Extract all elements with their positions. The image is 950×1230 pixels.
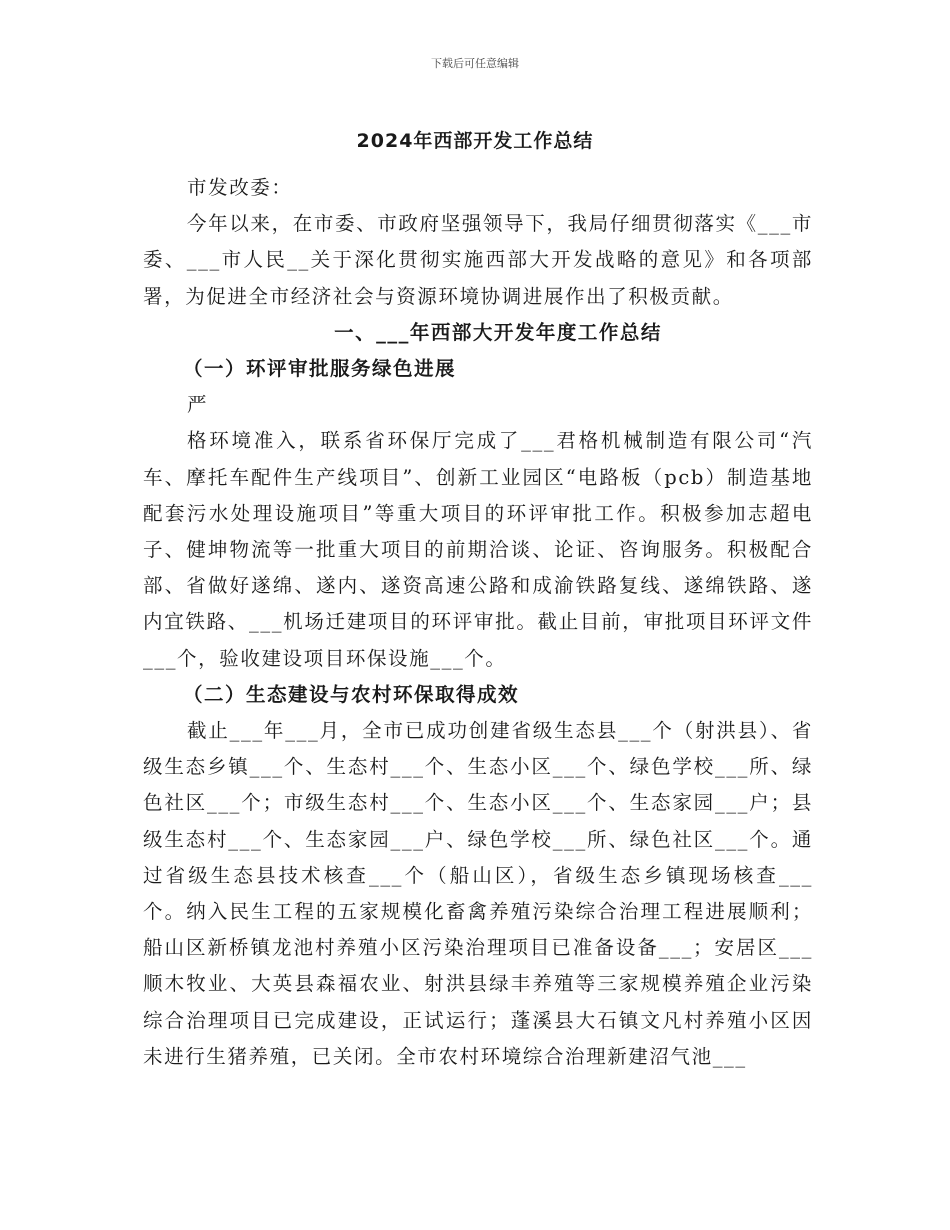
section-heading-1: 一、___年西部大开发年度工作总结	[334, 320, 662, 344]
document-body	[143, 170, 813, 1075]
sub1-lone-char: 严	[187, 393, 209, 417]
document-title: 2024年西部开发工作总结	[356, 130, 594, 152]
header-note: 下载后可任意编辑	[431, 57, 519, 70]
sub-heading-1: （一）环评审批服务绿色进展	[183, 357, 457, 381]
sub2-paragraph: 截止___年___月，全市已成功创建省级生态县___个（射洪县）、省级生态乡镇___个、生态村___个、生态小区___个、绿色学校___所、绿色社区___个；市级生态村___个、生态小区___个、生态家园___户；县级生态村___个、生态家园___户、绿色学校___所、绿色社区___个。通过省级生态县技术核查___个（船山区），省级生态乡镇现场核查___个。纳入民生工程的五家规模化畜禽养殖污染综合治理工程进展顺利；船山区新桥镇龙池村养殖小区污染治理项目已准备设备___；安居区___顺木牧业、大英县森福农业、射洪县绿丰养殖等三家规模养殖企业污染综合治理项目已完成建设，正试运行；蓬溪县大石镇文凡村养殖小区因未进行生猪养殖，已关闭。全市农村环境综合治理新建沼气池___	[143, 719, 813, 1068]
sub1-paragraph: 格环境准入，联系省环保厅完成了___君格机械制造有限公司“汽车、摩托车配件生产线项目”、创新工业园区“电路板（pcb）制造基地配套污水处理设施项目”等重大项目的环评审批工作。积极参加志超电子、健坤物流等一批重大项目的前期洽谈、论证、咨询服务。积极配合部、省做好遂绵、遂内、遂资高速公路和成渝铁路复线、遂绵铁路、遂内宜铁路、___机场迁建项目的环评审批。截止目前，审批项目环评文件___个，验收建设项目环保设施___个。	[143, 429, 813, 670]
intro-paragraph: 今年以来，在市委、市政府坚强领导下，我局仔细贯彻落实《___市委、___市人民__关于深化贯彻实施西部大开发战略的意见》和各项部署，为促进全市经济社会与资源环境协调进展作出了积极贡献。	[143, 212, 813, 308]
sub-heading-2: （二）生态建设与农村环保取得成效	[183, 682, 520, 706]
salutation: 市发改委：	[187, 176, 293, 199]
